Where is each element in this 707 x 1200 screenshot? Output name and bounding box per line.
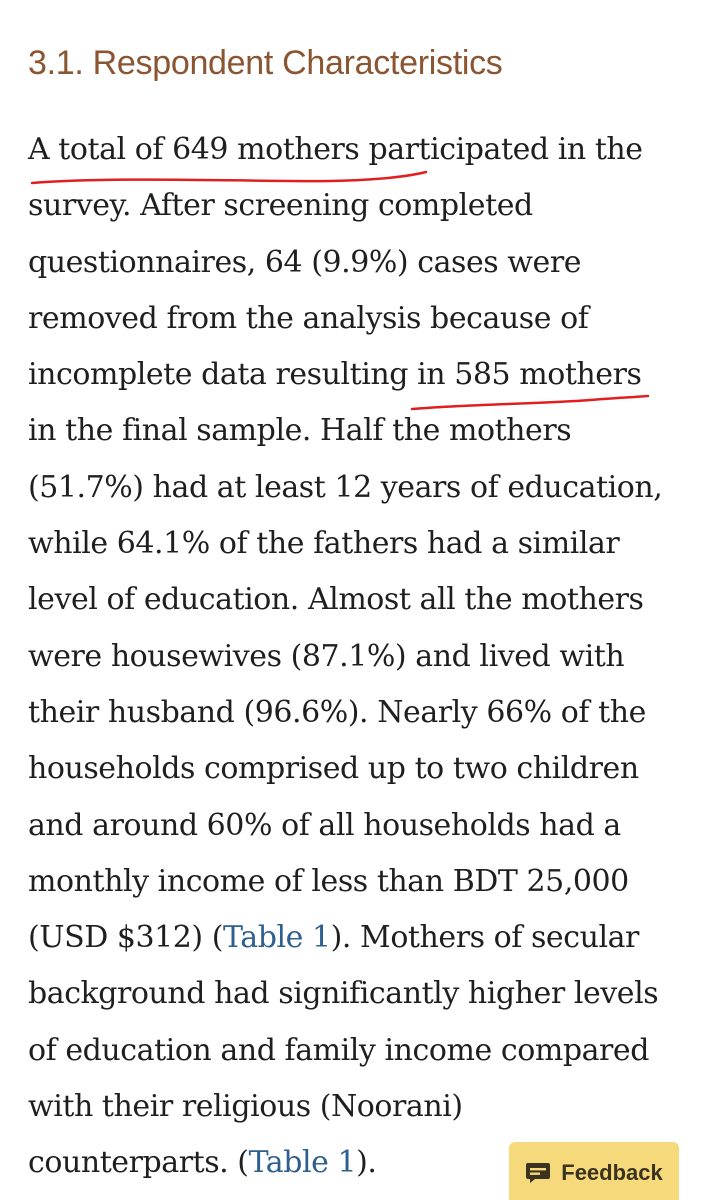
- paragraph-line: households comprised up to two children: [28, 751, 639, 787]
- paragraph-line: removed from the analysis because of: [28, 300, 589, 336]
- paragraph-line: with their religious (Noorani): [28, 1089, 463, 1125]
- table-1-link[interactable]: Table 1: [248, 1145, 357, 1181]
- paragraph-line: were housewives (87.1%) and lived with: [28, 638, 625, 674]
- paragraph-body: [28, 122, 698, 1192]
- paragraph-line: level of education. Almost all the mothers: [28, 582, 644, 618]
- paragraph-line: background had significantly higher levels: [28, 976, 659, 1012]
- paragraph-line: their husband (96.6%). Nearly 66% of the: [28, 694, 646, 730]
- table-1-link[interactable]: Table 1: [223, 920, 331, 956]
- section-heading: 3.1. Respondent Characteristics: [28, 44, 503, 82]
- line-text: ). Mothers of secular: [330, 920, 639, 956]
- paragraph-line: monthly income of less than BDT 25,000: [28, 863, 629, 899]
- feedback-button[interactable]: [509, 1142, 679, 1200]
- paragraph-line: of education and family income compared: [28, 1032, 649, 1068]
- feedback-chat-icon: [525, 1161, 551, 1185]
- line-text: ).: [356, 1145, 377, 1181]
- paragraph-line: incomplete data resulting in 585 mothers: [28, 357, 642, 393]
- paragraph-line: (51.7%) had at least 12 years of education,: [28, 469, 663, 505]
- paragraph-line: [28, 910, 698, 966]
- paragraph-line: while 64.1% of the fathers had a similar: [28, 526, 620, 562]
- line-text: (USD $312) (: [28, 920, 224, 956]
- paragraph-line: questionnaires, 64 (9.9%) cases were: [28, 244, 582, 280]
- feedback-label: Feedback: [561, 1160, 663, 1185]
- paragraph-line: survey. After screening completed: [28, 188, 533, 224]
- paragraph-line: in the final sample. Half the mothers: [28, 413, 572, 449]
- line-text: counterparts. (: [28, 1145, 249, 1181]
- paragraph-line: A total of 649 mothers participated in the: [28, 132, 643, 167]
- paragraph-line: and around 60% of all households had a: [28, 807, 621, 843]
